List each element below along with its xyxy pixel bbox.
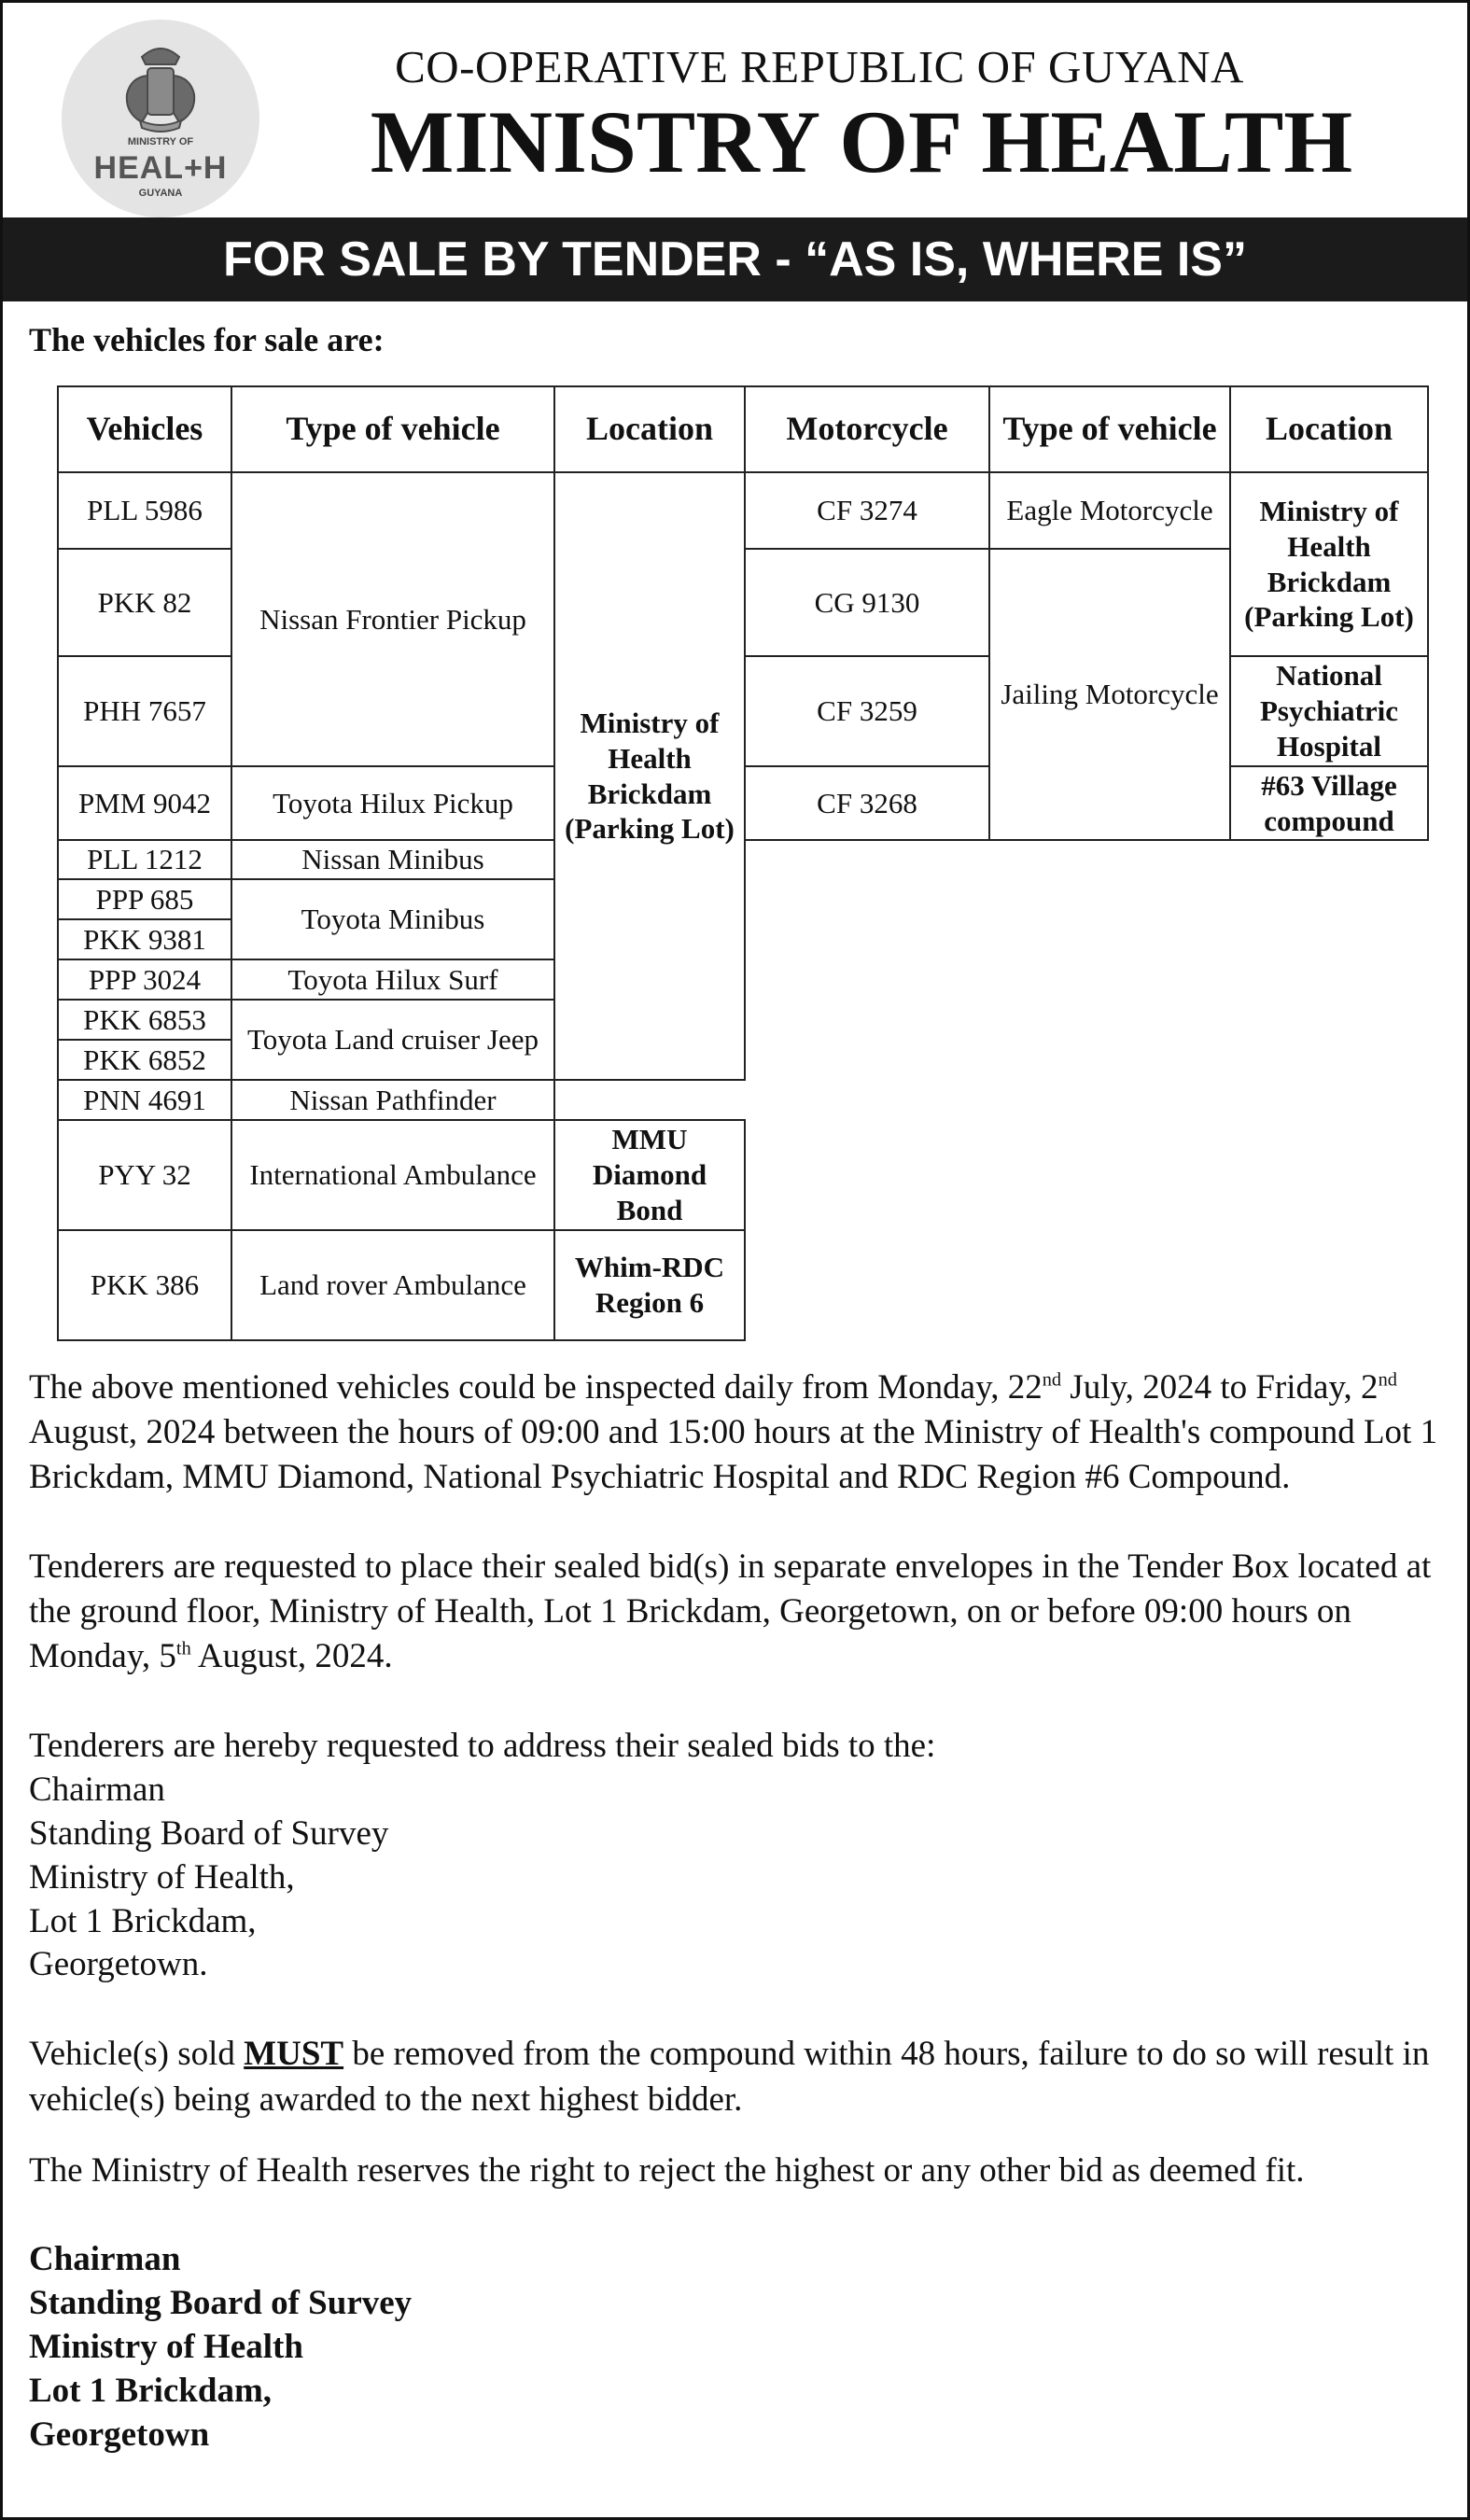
tender-banner: FOR SALE BY TENDER - “AS IS, WHERE IS”	[3, 217, 1467, 301]
removal-paragraph	[29, 2032, 1448, 2121]
vehicle-plate: PMM 9042	[58, 766, 231, 840]
header-moto-type: Type of vehicle	[989, 386, 1230, 472]
table-row	[58, 472, 1428, 549]
vehicle-plate: PKK 82	[58, 549, 231, 656]
signature-line: Georgetown	[29, 2415, 210, 2454]
inspection-paragraph	[29, 1365, 1448, 1500]
motorcycle-type: Jailing Motorcycle	[989, 549, 1230, 840]
removal-text-a: Vehicle(s) sold	[29, 2035, 245, 2074]
motorcycle-location: #63 Village compound	[1230, 766, 1428, 840]
signature-block	[29, 2238, 1448, 2457]
submission-paragraph	[29, 1545, 1448, 1679]
ordinal-suffix: th	[175, 1639, 191, 1660]
vehicle-plate: PKK 386	[58, 1230, 231, 1340]
vehicle-plate: PHH 7657	[58, 656, 231, 766]
inspection-text-a: The above mentioned vehicles could be inspected daily from Monday, 22	[29, 1368, 1043, 1407]
vehicle-plate: PLL 1212	[58, 840, 231, 879]
header-moto-location: Location	[1230, 386, 1428, 472]
address-block	[29, 1725, 1448, 1988]
header-vehicles: Vehicles	[58, 386, 231, 472]
submission-text-b: August, 2024.	[190, 1637, 393, 1676]
address-line: Lot 1 Brickdam,	[29, 1901, 257, 1940]
intro-heading: The vehicles for sale are:	[29, 321, 385, 358]
motorcycle-plate: CG 9130	[745, 549, 989, 656]
ministry-logo	[62, 20, 259, 217]
vehicle-type: Toyota Hilux Surf	[231, 959, 554, 1000]
logo-bottom-text: GUYANA	[138, 188, 183, 199]
address-line: Chairman	[29, 1770, 165, 1809]
vehicle-table	[57, 385, 1429, 1341]
header-type-of-vehicle: Type of vehicle	[231, 386, 554, 472]
address-line: Standing Board of Survey	[29, 1813, 389, 1853]
vehicle-plate: PKK 6852	[58, 1040, 231, 1080]
header-motorcycle: Motorcycle	[745, 386, 989, 472]
vehicle-type: Nissan Frontier Pickup	[231, 472, 554, 766]
vehicle-type: Land rover Ambulance	[231, 1230, 554, 1340]
signature-line: Chairman	[29, 2239, 181, 2278]
ordinal-suffix: nd	[1378, 1369, 1397, 1391]
motorcycle-location: Ministry of Health Brickdam (Parking Lot)	[1230, 472, 1428, 656]
notice-body	[29, 1365, 1448, 2457]
vehicle-location: Ministry of Health Brickdam (Parking Lot)	[554, 472, 745, 1080]
vehicle-plate: PLL 5986	[58, 472, 231, 549]
vehicle-location: Whim-RDC Region 6	[554, 1230, 745, 1340]
signature-line: Ministry of Health	[29, 2327, 303, 2366]
vehicle-plate: PNN 4691	[58, 1080, 231, 1120]
vehicle-type: Nissan Minibus	[231, 840, 554, 879]
vehicle-type: Toyota Land cruiser Jeep	[231, 1000, 554, 1080]
ordinal-suffix: nd	[1042, 1369, 1062, 1391]
motorcycle-plate: CF 3274	[745, 472, 989, 549]
motorcycle-plate: CF 3268	[745, 766, 989, 840]
address-line: Georgetown.	[29, 1945, 208, 1984]
ministry-title: MINISTRY OF HEALTH	[370, 92, 1353, 191]
vehicle-plate: PKK 6853	[58, 1000, 231, 1040]
logo-main-text: HEAL+H	[93, 150, 228, 186]
vehicle-plate: PPP 685	[58, 879, 231, 919]
republic-title: CO-OPERATIVE REPUBLIC OF GUYANA	[395, 41, 1244, 92]
motorcycle-type: Eagle Motorcycle	[989, 472, 1230, 549]
address-lead: Tenderers are hereby requested to address their sealed bids to the:	[29, 1726, 936, 1765]
logo-top-text: MINISTRY OF	[127, 136, 194, 147]
motorcycle-plate: CF 3259	[745, 656, 989, 766]
inspection-text-b: July, 2024 to Friday, 2	[1061, 1368, 1379, 1407]
vehicle-location: MMU Diamond Bond	[554, 1120, 745, 1230]
inspection-text-c: August, 2024 between the hours of 09:00 and 15:00 hours at the Ministry of Health's compound Lot 1 Brickdam, MMU Diamond, National Psychiatric Hospital and RDC Region #6 Compound.	[29, 1413, 1438, 1497]
vehicle-type: Nissan Pathfinder	[231, 1080, 554, 1120]
vehicle-type: Toyota Hilux Pickup	[231, 766, 554, 840]
vehicle-plate: PKK 9381	[58, 919, 231, 959]
must-emphasis: MUST	[244, 2035, 344, 2074]
address-line: Ministry of Health,	[29, 1857, 295, 1897]
vehicle-plate: PYY 32	[58, 1120, 231, 1230]
vehicle-type: Toyota Minibus	[231, 879, 554, 959]
reservation-paragraph: The Ministry of Health reserves the right to reject the highest or any other bid as deemed fit.	[29, 2150, 1305, 2190]
signature-line: Lot 1 Brickdam,	[29, 2371, 273, 2410]
vehicle-plate: PPP 3024	[58, 959, 231, 1000]
signature-line: Standing Board of Survey	[29, 2283, 413, 2322]
motorcycle-location: National Psychiatric Hospital	[1230, 656, 1428, 766]
submission-text-a: Tenderers are requested to place their sealed bid(s) in separate envelopes in the Tender Box located at the ground floor, Ministry of Health, Lot 1 Brickdam, Georgetown, on or before 09:00 hours on Monday, 5	[29, 1547, 1432, 1676]
header-location: Location	[554, 386, 745, 472]
vehicle-type: International Ambulance	[231, 1120, 554, 1230]
table-header-row	[58, 386, 1428, 472]
removal-text-b: be removed from the compound within 48 hours, failure to do so will result in vehicle(s) being awarded to the next highest bidder.	[29, 2035, 1430, 2119]
